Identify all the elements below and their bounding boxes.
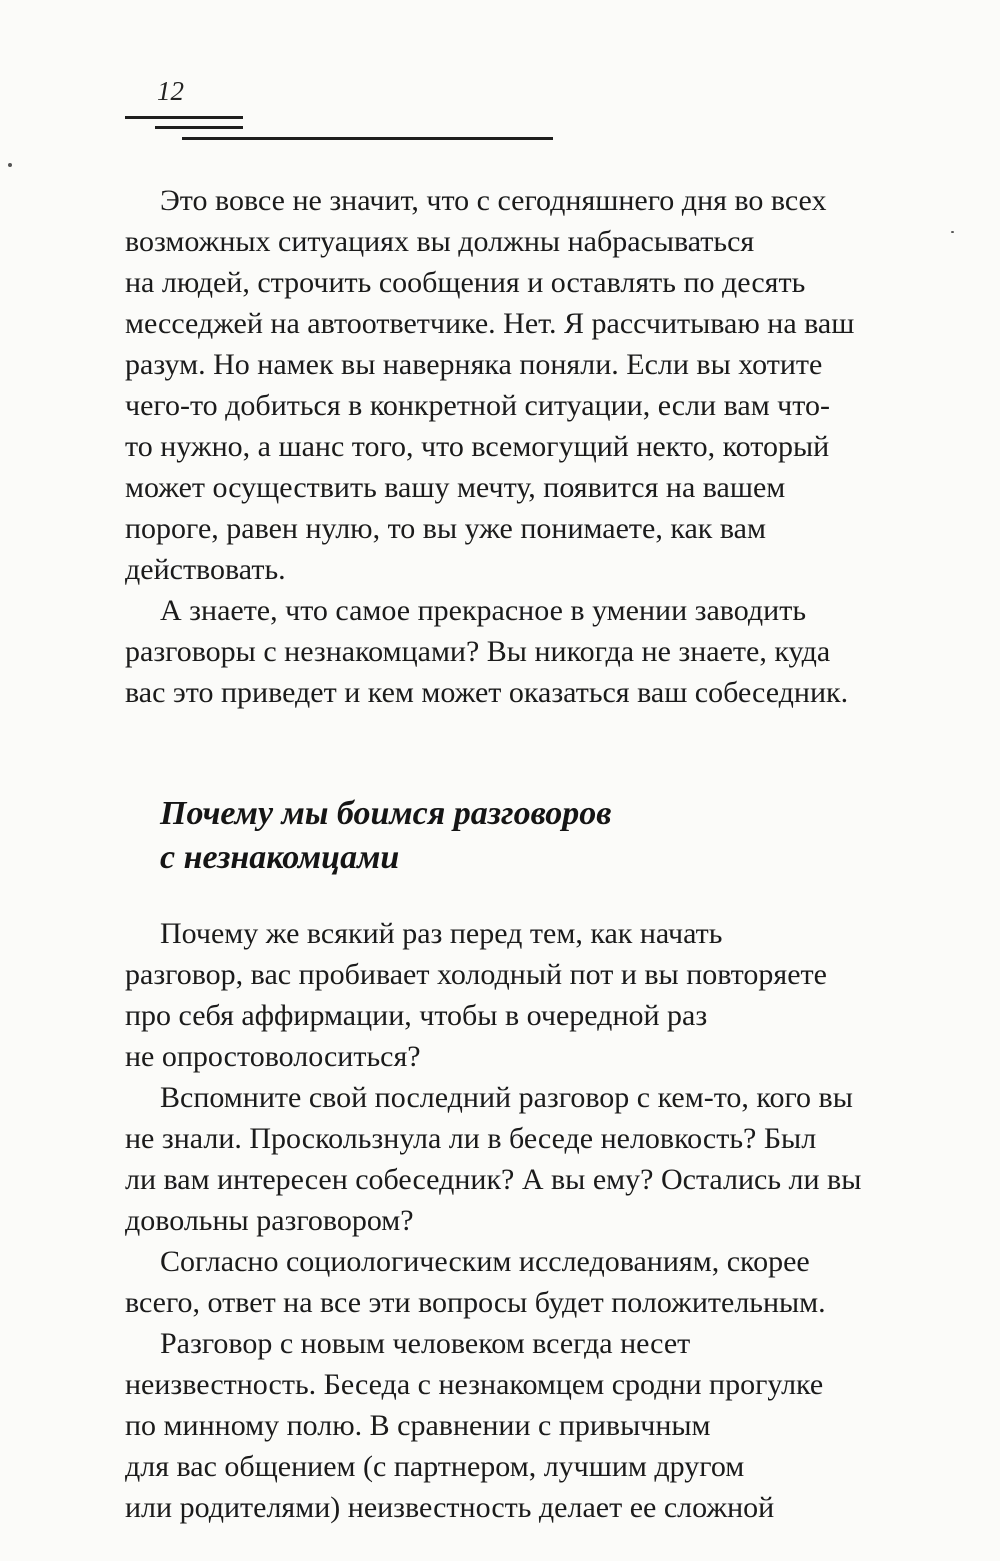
text-line: то нужно, а шанс того, что всемогущий некто, который <box>125 430 830 463</box>
text-line: не опростоволоситься? <box>125 1040 421 1073</box>
text-line: всего, ответ на все эти вопросы будет положительным. <box>125 1286 826 1319</box>
header-rule-2 <box>155 126 243 129</box>
text-line: не знали. Проскользнула ли в беседе неловкость? Был <box>125 1122 817 1155</box>
text-line: по минному полю. В сравнении с привычным <box>125 1409 711 1442</box>
text-line: ли вам интересен собеседник? А вы ему? Остались ли вы <box>125 1163 862 1196</box>
section-heading-line-2: с незнакомцами <box>160 839 400 876</box>
text-line: Согласно социологическим исследованиям, скорее <box>160 1245 810 1278</box>
text-line: вас это приведет и кем может оказаться ваш собеседник. <box>125 676 849 709</box>
text-line: А знаете, что самое прекрасное в умении заводить <box>160 594 807 627</box>
page-number: 12 <box>157 76 184 106</box>
header-rule-3 <box>182 137 553 140</box>
text-line: возможных ситуациях вы должны набрасываться <box>125 225 755 258</box>
section-heading-line-1: Почему мы боимся разговоров <box>160 795 612 832</box>
text-line: Разговор с новым человеком всегда несет <box>160 1327 691 1360</box>
text-line: действовать. <box>125 553 286 586</box>
text-line: Вспомните свой последний разговор с кем-то, кого вы <box>160 1081 853 1114</box>
text-line: месседжей на автоответчике. Нет. Я рассчитываю на ваш <box>125 307 855 340</box>
header-rule-1 <box>125 116 243 119</box>
text-line: разум. Но намек вы наверняка поняли. Если вы хотите <box>125 348 823 381</box>
text-line: разговоры с незнакомцами? Вы никогда не знаете, куда <box>125 635 831 668</box>
text-line: или родителями) неизвестность делает ее сложной <box>125 1491 775 1524</box>
text-line: может осуществить вашу мечту, появится на вашем <box>125 471 786 504</box>
text-line: Почему же всякий раз перед тем, как начать <box>160 917 723 950</box>
text-line: про себя аффирмации, чтобы в очередной раз <box>125 999 708 1032</box>
text-line: Это вовсе не значит, что с сегодняшнего дня во всех <box>160 184 827 217</box>
text-line: пороге, равен нулю, то вы уже понимаете, как вам <box>125 512 766 545</box>
scan-speck <box>8 163 12 167</box>
text-line: чего-то добиться в конкретной ситуации, если вам что- <box>125 389 830 422</box>
text-line: неизвестность. Беседа с незнакомцем сродни прогулке <box>125 1368 824 1401</box>
text-line: на людей, строчить сообщения и оставлять по десять <box>125 266 806 299</box>
text-line: довольны разговором? <box>125 1204 414 1237</box>
text-line: для вас общением (с партнером, лучшим другом <box>125 1450 745 1483</box>
scan-speck <box>951 231 954 233</box>
text-line: разговор, вас пробивает холодный пот и вы повторяете <box>125 958 827 991</box>
